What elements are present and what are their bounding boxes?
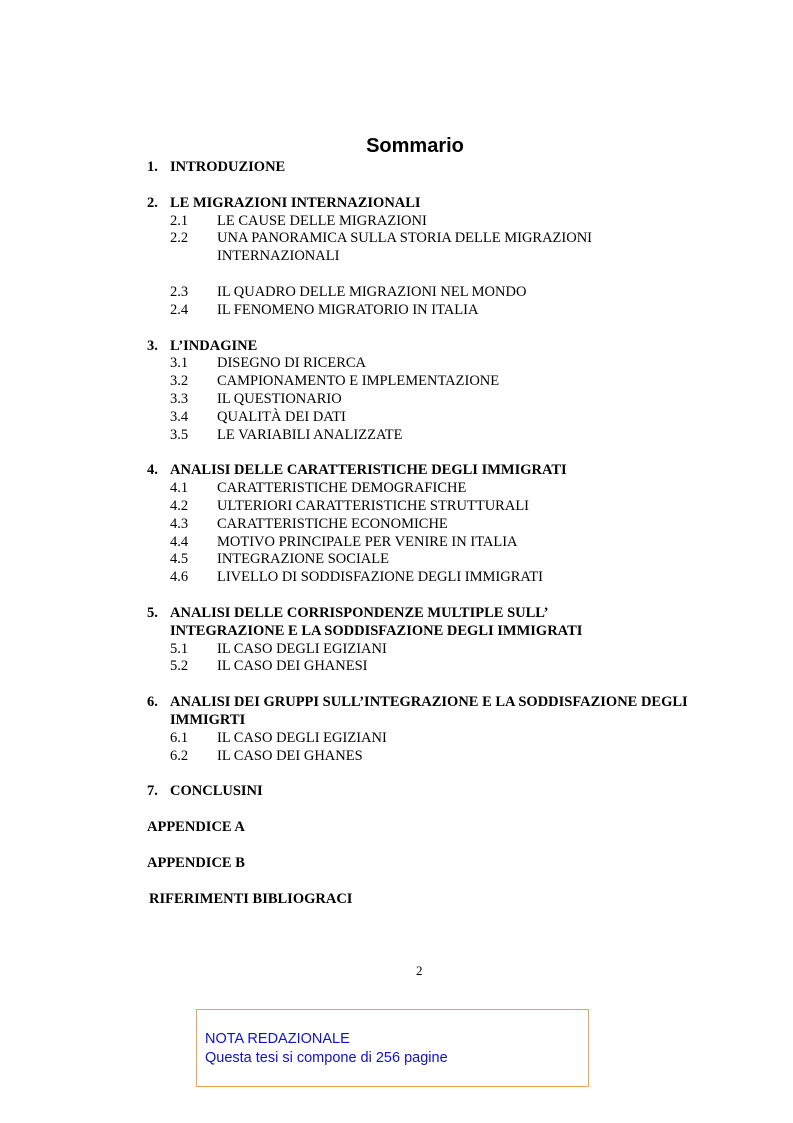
toc-chapter-5 xyxy=(147,605,607,641)
chapter-number: 6. xyxy=(147,694,158,711)
toc-appendix-b: APPENDICE B xyxy=(147,854,245,871)
section-number: 2.2 xyxy=(170,230,189,247)
toc-section xyxy=(147,658,707,676)
toc-section xyxy=(147,480,707,498)
chapter-title: CONCLUSINI xyxy=(170,783,263,800)
section-title: IL CASO DEI GHANESI xyxy=(217,658,368,675)
section-number: 6.1 xyxy=(170,729,189,746)
note-text: Questa tesi si compone di 256 pagine xyxy=(205,1050,448,1066)
section-number: 3.4 xyxy=(170,408,189,425)
toc-section xyxy=(147,230,707,266)
toc-section xyxy=(147,569,707,587)
chapter-title: ANALISI DELLE CARATTERISTICHE DEGLI IMMIGRATI xyxy=(170,462,567,479)
section-number: 6.2 xyxy=(170,747,189,764)
note-heading: NOTA REDAZIONALE xyxy=(205,1031,350,1047)
section-title: IL QUADRO DELLE MIGRAZIONI NEL MONDO xyxy=(217,283,527,300)
section-title: IL FENOMENO MIGRATORIO IN ITALIA xyxy=(217,301,479,318)
section-number: 4.2 xyxy=(170,497,189,514)
chapter-number: 4. xyxy=(147,462,158,479)
section-number: 3.2 xyxy=(170,373,189,390)
toc-section xyxy=(147,427,707,445)
toc-chapter-1 xyxy=(147,159,707,177)
section-title: UNA PANORAMICA SULLA STORIA DELLE MIGRAZIONI INTERNAZIONALI xyxy=(217,230,593,265)
section-number: 4.4 xyxy=(170,533,189,550)
section-title: IL QUESTIONARIO xyxy=(217,390,342,407)
section-title: DISEGNO DI RICERCA xyxy=(217,355,367,372)
section-number: 3.1 xyxy=(170,355,189,372)
toc-section xyxy=(147,409,707,427)
section-title: IL CASO DEGLI EGIZIANI xyxy=(217,729,387,746)
chapter-number: 2. xyxy=(147,194,158,211)
chapter-number: 1. xyxy=(147,159,158,175)
chapter-title: ANALISI DELLE CORRISPONDENZE MULTIPLE SULL’ INTEGRAZIONE E LA SODDISFAZIONE DEGLI IMMIGRATI xyxy=(170,604,583,639)
section-title: CARATTERISTICHE ECONOMICHE xyxy=(217,515,448,532)
section-number: 2.3 xyxy=(170,283,189,300)
section-number: 2.4 xyxy=(170,301,189,318)
toc-chapter-2 xyxy=(147,195,707,213)
section-number: 4.3 xyxy=(170,515,189,532)
toc-section xyxy=(147,641,707,659)
toc-section xyxy=(147,213,707,231)
section-title: CAMPIONAMENTO E IMPLEMENTAZIONE xyxy=(217,373,500,390)
toc-chapter-3 xyxy=(147,338,707,356)
section-number: 3.3 xyxy=(170,390,189,407)
chapter-title: ANALISI DEI GRUPPI SULL’INTEGRAZIONE E LA SODDISFAZIONE DEGLI IMMIGRTI xyxy=(170,694,688,728)
toc-chapter-4 xyxy=(147,462,707,480)
section-number: 2.1 xyxy=(170,212,189,229)
section-title: LE VARIABILI ANALIZZATE xyxy=(217,426,403,443)
toc-chapter-7 xyxy=(147,783,707,801)
section-title: LIVELLO DI SODDISFAZIONE DEGLI IMMIGRATI xyxy=(217,569,543,586)
section-number: 3.5 xyxy=(170,426,189,443)
toc-section xyxy=(147,534,707,552)
toc-appendix-a: APPENDICE A xyxy=(147,819,245,836)
chapter-title: L’INDAGINE xyxy=(170,337,258,354)
section-title: ULTERIORI CARATTERISTICHE STRUTTURALI xyxy=(217,497,530,514)
toc-chapter-6 xyxy=(147,694,692,730)
section-title: IL CASO DEI GHANES xyxy=(217,747,363,764)
chapter-number: 5. xyxy=(147,604,158,621)
toc-references: RIFERIMENTI BIBLIOGRACI xyxy=(149,890,353,907)
toc-section xyxy=(147,391,707,409)
chapter-number: 7. xyxy=(147,783,158,800)
section-title: QUALITÀ DEI DATI xyxy=(217,408,346,425)
section-number: 5.1 xyxy=(170,640,189,657)
section-number: 5.2 xyxy=(170,658,189,675)
section-title: MOTIVO PRINCIPALE PER VENIRE IN ITALIA xyxy=(217,533,518,550)
chapter-title: INTRODUZIONE xyxy=(170,159,286,175)
section-number: 4.6 xyxy=(170,569,189,586)
toc-section xyxy=(147,373,707,391)
page-number: 2 xyxy=(416,963,423,978)
section-title: CARATTERISTICHE DEMOGRAFICHE xyxy=(217,480,467,497)
toc-section xyxy=(147,516,707,534)
section-number: 4.5 xyxy=(170,551,189,568)
editorial-note-box xyxy=(196,1009,589,1087)
toc-section xyxy=(147,302,707,320)
toc-section xyxy=(147,498,707,516)
section-title: IL CASO DEGLI EGIZIANI xyxy=(217,640,387,657)
toc-section xyxy=(147,748,707,766)
toc-section xyxy=(147,355,707,373)
toc-section xyxy=(147,730,707,748)
section-title: LE CAUSE DELLE MIGRAZIONI xyxy=(217,212,427,229)
chapter-title: LE MIGRAZIONI INTERNAZIONALI xyxy=(170,194,421,211)
table-of-contents xyxy=(147,159,707,909)
toc-section xyxy=(147,551,707,569)
chapter-number: 3. xyxy=(147,337,158,354)
page-title: Sommario xyxy=(366,135,464,157)
toc-section xyxy=(147,284,707,302)
section-title: INTEGRAZIONE SOCIALE xyxy=(217,551,389,568)
section-number: 4.1 xyxy=(170,480,189,497)
